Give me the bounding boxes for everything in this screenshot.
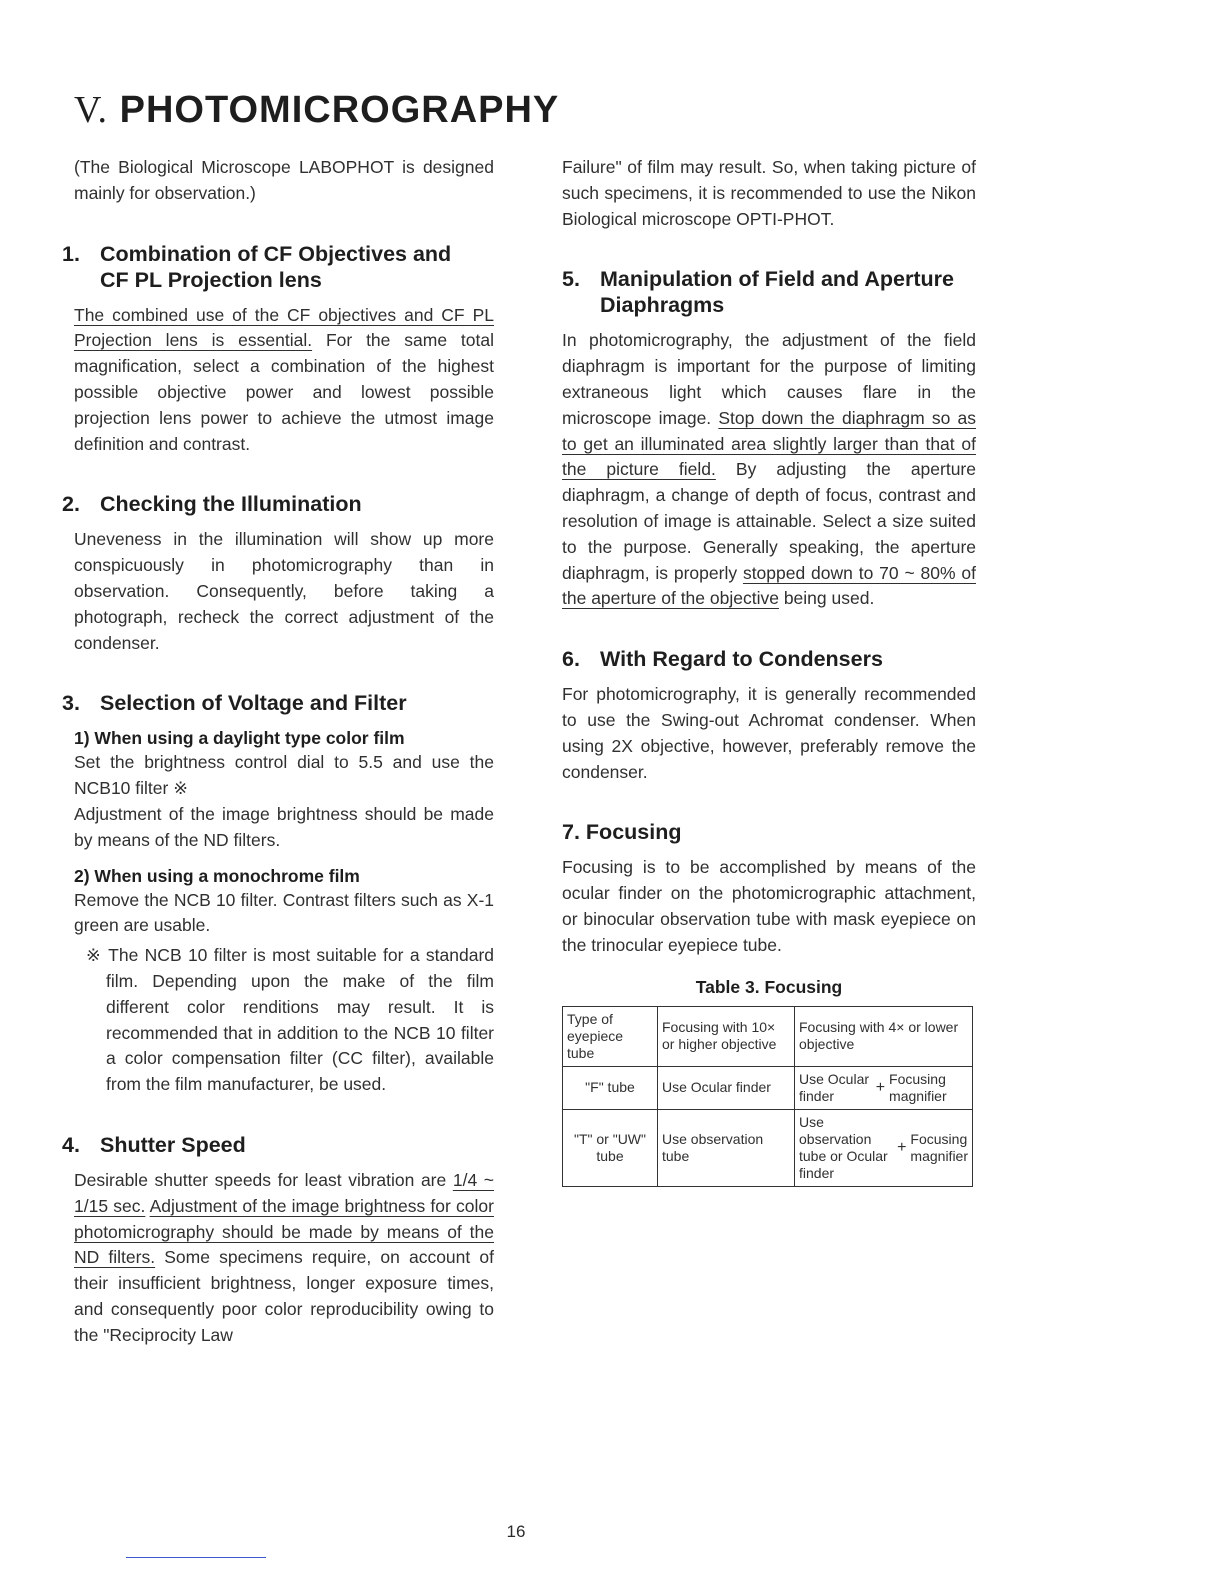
section-3-sub-1-body: Set the brightness control dial to 5.5 and use the NCB10 filter ※ bbox=[74, 752, 494, 799]
section-2-body: Uneveness in the illumination will show up more conspicuously in photomicrography than in observation. Consequently, before taking a photograph, recheck the correct adjustment of the condenser. bbox=[74, 529, 494, 653]
table-cell: Use Ocular finder + Focusing magnifier bbox=[795, 1066, 973, 1109]
table-header-cell: Type of eyepiece tube bbox=[563, 1006, 658, 1066]
filter-footnote: ※ The NCB 10 filter is most suitable for a standard film. Depending upon the make of the film different color renditions may result. It is recommended that in addition to the NCB 10 filter a color compensation filter (CC filter), available from the film manufacturer, be used. bbox=[86, 945, 494, 1095]
intro-text: (The Biological Microscope LABOPHOT is designed mainly for observation.) bbox=[74, 157, 494, 203]
section-1-body: The combined use of the CF objectives and CF PL Projection lens is essential. For the same total magnification, select a combination of the highest possible objective power and lowest possible projection lens power to achieve the utmost image definition and contrast. bbox=[74, 304, 494, 454]
section-7-body: Focusing is to be accomplished by means of the ocular finder on the photomicrographic attachment, or binocular observation tube with mask eyepiece on the trinocular eyepiece tube. bbox=[562, 857, 976, 955]
section-3-heading: 3. Selection of Voltage and Filter bbox=[62, 691, 407, 716]
footer-rule bbox=[126, 1557, 266, 1558]
table-cell: Use Ocular finder bbox=[658, 1066, 795, 1109]
table-cell: "T" or "UW" tube bbox=[563, 1109, 658, 1186]
table-caption: Table 3. Focusing bbox=[695, 976, 843, 997]
left-column bbox=[62, 155, 494, 1349]
section-5-heading: 5. Manipulation of Field and Aperture Diaphragms bbox=[562, 267, 954, 318]
section-3-sub-1-heading: 1) When using a daylight type color film bbox=[74, 728, 405, 749]
chapter-title: PHOTOMICROGRAPHY bbox=[119, 89, 560, 131]
section-4-body: Desirable shutter speeds for least vibration are 1/4 ~ 1/15 sec. Adjustment of the image brightness for color photomicrography should be made by means of the ND filters. Some specimens require, on account of their insufficient brightness, longer exposure times, and consequently poor color reproducibility owing to the "Reciprocity Law bbox=[74, 1169, 494, 1345]
table-cell: Use observation tube bbox=[658, 1109, 795, 1186]
table-cell: "F" tube bbox=[563, 1066, 658, 1109]
section-3-sub-2-heading: 2) When using a monochrome film bbox=[74, 865, 360, 886]
section-6-heading: 6. With Regard to Condensers bbox=[562, 647, 883, 672]
section-4-heading: 4. Shutter Speed bbox=[62, 1132, 246, 1157]
section-4-emphasis: Adjustment of the image brightness for color photomicrography should be made by means of the ND filters. bbox=[74, 1195, 494, 1268]
table-header-row bbox=[563, 1006, 973, 1066]
section-1-emphasis: The combined use of the CF objectives and CF PL Projection lens is essential. bbox=[74, 304, 494, 351]
section-3-sub-1-body-2: Adjustment of the image brightness should be made by means of the ND filters. bbox=[74, 803, 494, 850]
table-row bbox=[563, 1109, 973, 1186]
section-2-heading: 2. Checking the Illumination bbox=[62, 492, 362, 517]
section-6-body: For photomicrography, it is generally recommended to use the Swing-out Achromat condenser. When using 2X objective, however, preferably remove the condenser. bbox=[562, 684, 976, 782]
table-row bbox=[563, 1066, 973, 1109]
section-5-body: In photomicrography, the adjustment of the field diaphragm is important for the purpose of limiting extraneous light which causes flare in the microscope image. Stop down the diaphragm so as to get an illuminated area slightly larger than that of the picture field. By adjusting the aperture diaphragm, a change of depth of focus, contrast and resolution of image is attainable. Select a size suited to the purpose. Generally speaking, the aperture diaphragm, is properly stopped down to 70 ~ 80% of the aperture of the objective being used. bbox=[562, 330, 976, 609]
page-title bbox=[74, 88, 559, 132]
section-4-continued: Failure" of film may result. So, when taking picture of such specimens, it is recommended to use the Nikon Biological microscope OPTI-PHOT. bbox=[562, 157, 976, 229]
section-5-emphasis-1: Stop down the diaphragm so as to get an illuminated area slightly larger than that of the picture field. bbox=[562, 407, 976, 480]
table-cell: Use observation tube or Ocular finder + Focusing magnifier bbox=[795, 1109, 973, 1186]
right-column bbox=[562, 155, 976, 1187]
shutter-speed-range: 1/4 ~ 1/15 sec. bbox=[74, 1169, 494, 1216]
table-header-cell: Focusing with 4× or lower objective bbox=[795, 1006, 973, 1066]
section-5-emphasis-2: stopped down to 70 ~ 80% of the aperture of the objective bbox=[562, 562, 976, 609]
section-1-heading: 1. Combination of CF Objectives and CF PL Projection lens bbox=[62, 241, 452, 292]
page-number: 16 bbox=[506, 1522, 526, 1541]
chapter-numeral: V. bbox=[74, 89, 109, 131]
section-7-heading: 7. Focusing bbox=[562, 820, 682, 845]
table-header-cell: Focusing with 10× or higher objective bbox=[658, 1006, 795, 1066]
focusing-table bbox=[562, 1006, 973, 1187]
section-3-sub-2-body: Remove the NCB 10 filter. Contrast filters such as X-1 green are usable. bbox=[74, 889, 494, 936]
